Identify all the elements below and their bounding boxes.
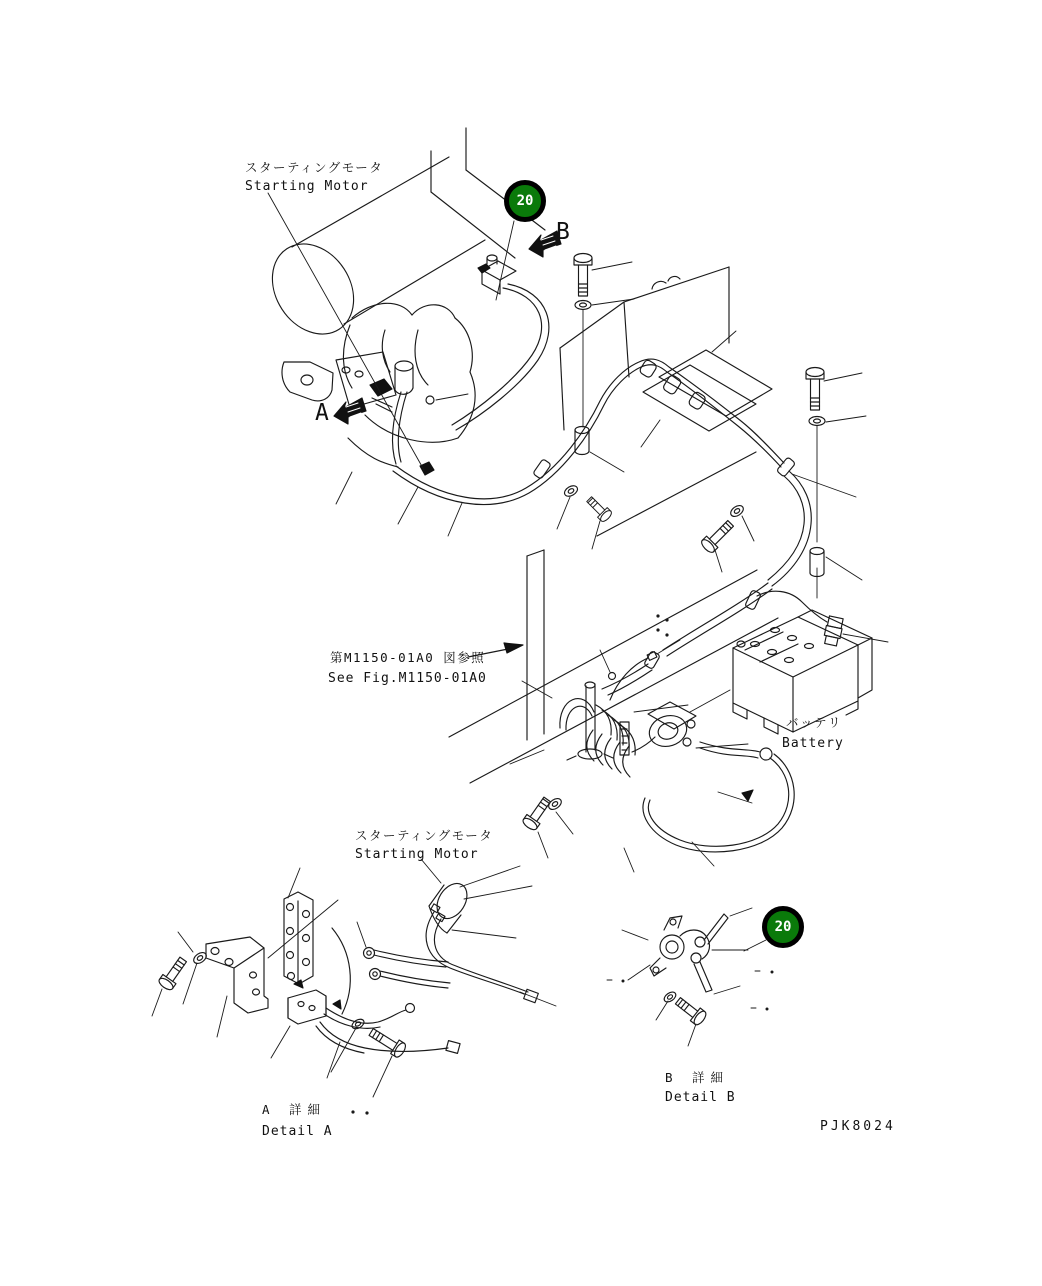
detail-b-dash-marks — [607, 971, 774, 1011]
bolt-mid-diagonal — [700, 518, 737, 555]
battery-switch-assembly — [560, 652, 794, 852]
view-a-letter: A — [315, 400, 329, 426]
see-figure-label-en: See Fig.M1150-01A0 — [328, 671, 487, 686]
starting-motor-top-label-en: Starting Motor — [245, 179, 369, 194]
battery-label-jp: バッテリ — [786, 715, 843, 730]
part-callout-badge-bottom[interactable] — [762, 906, 804, 948]
washer-lower-left — [547, 796, 564, 811]
view-a-arrow — [334, 398, 366, 424]
detail-b-title-jp: B 詳細 — [665, 1070, 730, 1085]
starting-motor-detail-label-jp: スターティングモータ — [355, 828, 494, 843]
see-figure-label-jp: 第M1150-01A0 図参照 — [330, 650, 486, 665]
bolt-right — [806, 368, 824, 411]
starting-motor-top-label-jp: スターティングモータ — [245, 160, 384, 175]
bolt-clip-small — [584, 494, 613, 523]
spacer-upper-center — [575, 427, 589, 455]
detail-a-title-jp: A 詳細 — [262, 1102, 327, 1117]
part-callout-badge-top[interactable] — [504, 180, 546, 222]
washer-mid — [729, 503, 746, 518]
drawing-number: PJK8024 — [820, 1119, 896, 1134]
washer-clip-small — [563, 484, 580, 499]
wiring-harness — [348, 350, 827, 695]
bolt-upper-center — [574, 254, 592, 297]
main-assembly-view — [256, 128, 888, 872]
detail-a-leaders — [152, 859, 556, 1097]
detail-a-title-en: Detail A — [262, 1124, 333, 1139]
detail-b-view — [607, 908, 774, 1046]
battery-label-en: Battery — [782, 736, 844, 751]
part-callout-badge-top-value: 20 — [516, 193, 534, 209]
starting-motor-detail-label-en: Starting Motor — [355, 847, 479, 862]
washer-upper-center — [575, 301, 591, 310]
washer-right — [809, 417, 825, 426]
detail-a-view — [152, 859, 556, 1115]
bolt-lower-left — [521, 795, 554, 832]
view-b-letter: B — [556, 219, 570, 245]
frame-dots — [656, 614, 668, 636]
detail-b-leaders — [622, 908, 766, 1046]
part-callout-badge-bottom-value: 20 — [774, 919, 792, 935]
detail-b-title-en: Detail B — [665, 1090, 736, 1105]
